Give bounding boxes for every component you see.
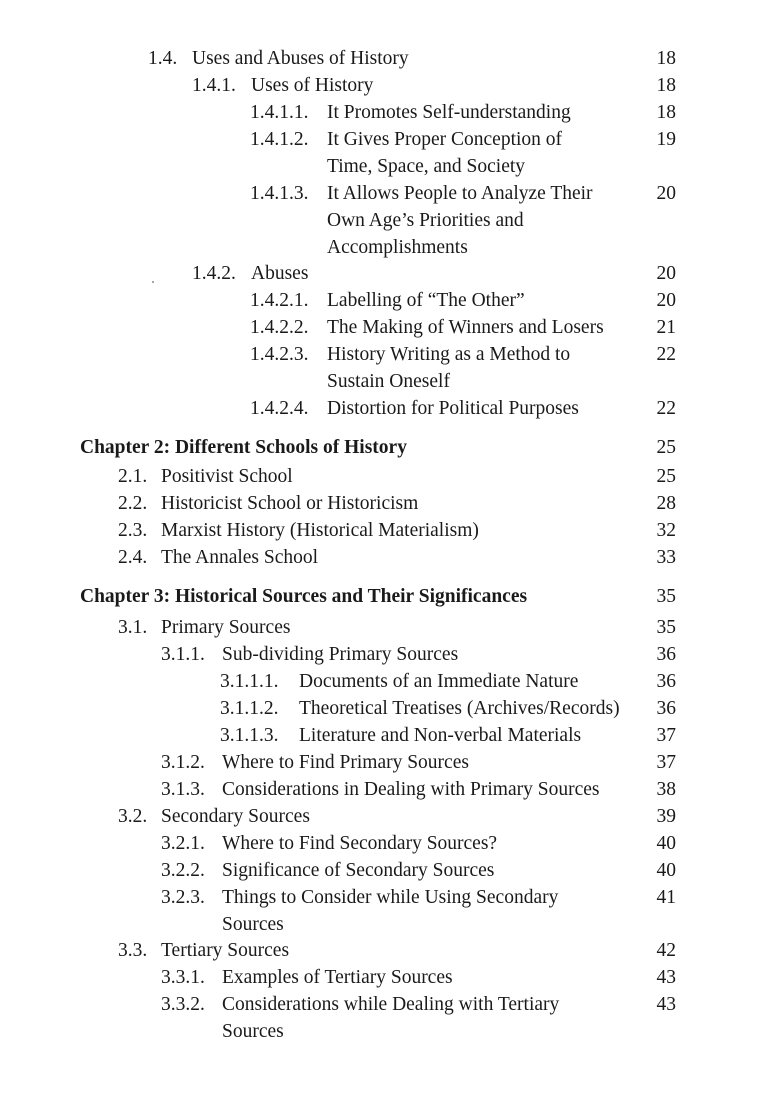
toc-entry: [0, 722, 780, 749]
toc-entry-title: It Promotes Self-understanding: [327, 102, 571, 123]
toc-entry: [0, 641, 780, 668]
toc-entry-number: 1.4.1.: [192, 75, 236, 96]
toc-entry-continuation: [0, 207, 780, 234]
toc-entry-number: 3.1.1.: [161, 644, 205, 665]
toc-entry-page: 35: [656, 617, 676, 638]
toc-entry-number: 1.4.2.2.: [250, 317, 309, 338]
toc-entry-page: 22: [656, 398, 676, 419]
toc-entry-title: Things to Consider while Using Secondary: [222, 887, 559, 908]
toc-entry-title: Uses of History: [251, 75, 374, 96]
toc-entry-page: 25: [656, 466, 676, 487]
toc-entry-title: Tertiary Sources: [161, 940, 290, 961]
toc-entry: [0, 884, 780, 911]
toc-entry-page: 41: [656, 887, 676, 908]
toc-entry: [0, 517, 780, 544]
toc-entry-number: 3.1.1.2.: [220, 698, 279, 719]
toc-entry-page: 37: [656, 752, 676, 773]
toc-entry-number: 3.3.1.: [161, 967, 205, 988]
toc-entry-title: Labelling of “The Other”: [327, 290, 525, 311]
toc-entry-page: 25: [656, 437, 676, 458]
toc-entry: [0, 72, 780, 99]
toc-entry-title: Abuses: [251, 263, 309, 284]
toc-entry-page: 36: [656, 671, 676, 692]
toc-entry-title: Theoretical Treatises (Archives/Records): [299, 698, 620, 719]
toc-entry-number: 1.4.2.: [192, 263, 236, 284]
toc-entry-page: 37: [656, 725, 676, 746]
toc-entry-page: 43: [656, 994, 676, 1015]
toc-entry-continuation: [0, 368, 780, 395]
toc-entry: [0, 937, 780, 964]
toc-entry-number: 3.3.: [118, 940, 148, 961]
toc-entry-title-cont: Sustain Oneself: [327, 371, 450, 392]
toc-entry-number: 3.1.2.: [161, 752, 205, 773]
toc-entry-number: 1.4.2.4.: [250, 398, 309, 419]
toc-entry: [0, 749, 780, 776]
toc-entry-page: 35: [656, 586, 676, 607]
toc-entry-title: Where to Find Secondary Sources?: [222, 833, 498, 854]
toc-entry: [0, 99, 780, 126]
toc-entry-page: 21: [656, 317, 676, 338]
toc-entry-title-cont: Accomplishments: [327, 237, 468, 258]
toc-entry-title: Documents of an Immediate Nature: [299, 671, 579, 692]
toc-entry: [0, 964, 780, 991]
toc-entry: [0, 341, 780, 368]
toc-entry: [0, 463, 780, 490]
toc-entry: [0, 857, 780, 884]
toc-entry-page: 20: [656, 290, 676, 311]
toc-entry-title: It Gives Proper Conception of: [327, 129, 563, 150]
toc-entry-number: 3.2.3.: [161, 887, 205, 908]
toc-entry-number: 2.2.: [118, 493, 148, 514]
toc-entry: [0, 287, 780, 314]
toc-entry-title: Considerations in Dealing with Primary Sources: [222, 779, 600, 800]
toc-entry: [0, 695, 780, 722]
toc-entry-number: 3.1.1.1.: [220, 671, 279, 692]
toc-entry-page: 39: [656, 806, 676, 827]
toc-entry: [0, 668, 780, 695]
toc-entry-title: Sub-dividing Primary Sources: [222, 644, 459, 665]
toc-entry-title: Significance of Secondary Sources: [222, 860, 495, 881]
toc-entry-continuation: [0, 911, 780, 938]
toc-entry-page: 40: [656, 860, 676, 881]
toc-entry-number: 3.2.2.: [161, 860, 205, 881]
toc-entry-title: The Making of Winners and Losers: [327, 317, 604, 338]
toc-entry-number: 1.4.2.3.: [250, 344, 309, 365]
toc-entry-number: 1.4.1.1.: [250, 102, 309, 123]
toc-entry: [0, 45, 780, 72]
toc-entry: [0, 395, 780, 422]
toc-entry-page: 28: [656, 493, 676, 514]
toc-entry-page: 38: [656, 779, 676, 800]
toc-entry-continuation: [0, 234, 780, 261]
toc-entry-page: 22: [656, 344, 676, 365]
toc-entry-number: 3.1.3.: [161, 779, 205, 800]
toc-entry-page: 20: [656, 263, 676, 284]
toc-entry-number: 1.4.2.1.: [250, 290, 309, 311]
toc-entry-number: 3.2.: [118, 806, 148, 827]
toc-entry-number: 3.3.2.: [161, 994, 205, 1015]
toc-entry-number: 2.1.: [118, 466, 148, 487]
toc-entry-page: 36: [656, 644, 676, 665]
toc-entry-page: 18: [656, 48, 676, 69]
toc-entry-number: 1.4.: [148, 48, 178, 69]
toc-entry-title: Distortion for Political Purposes: [327, 398, 579, 419]
toc-entry-page: 18: [656, 102, 676, 123]
toc-entry-number: 1.4.1.3.: [250, 183, 309, 204]
toc-entry-number: 3.2.1.: [161, 833, 205, 854]
toc-entry-number: 3.1.: [118, 617, 148, 638]
toc-entry-page: 19: [656, 129, 676, 150]
toc-chapter-heading: [0, 434, 780, 461]
toc-entry-page: 18: [656, 75, 676, 96]
toc-entry-title: Literature and Non-verbal Materials: [299, 725, 582, 746]
toc-entry-page: 36: [656, 698, 676, 719]
toc-entry-title: It Allows People to Analyze Their: [327, 183, 593, 204]
toc-entry-title: History Writing as a Method to: [327, 344, 571, 365]
toc-entry-title: Positivist School: [161, 466, 293, 487]
toc-entry: [0, 180, 780, 207]
toc-entry: [0, 260, 780, 287]
toc-entry-title-cont: Time, Space, and Society: [327, 156, 526, 177]
toc-entry-title-cont: Sources: [222, 914, 284, 935]
toc-entry: [0, 614, 780, 641]
toc-entry-continuation: [0, 1018, 780, 1045]
toc-entry-number: 3.1.1.3.: [220, 725, 279, 746]
toc-entry: [0, 544, 780, 571]
toc-entry-continuation: [0, 153, 780, 180]
toc-entry-title: Secondary Sources: [161, 806, 310, 827]
toc-chapter-heading: [0, 583, 780, 610]
toc-entry: [0, 490, 780, 517]
toc-entry-title-cont: Own Age’s Priorities and: [327, 210, 524, 231]
toc-entry-number: 2.4.: [118, 547, 148, 568]
toc-entry: [0, 776, 780, 803]
toc-entry-page: 42: [656, 940, 676, 961]
toc-entry: [0, 830, 780, 857]
toc-entry-title: Considerations while Dealing with Tertiary: [222, 994, 560, 1015]
toc-entry-number: 1.4.1.2.: [250, 129, 309, 150]
toc-entry-title: Examples of Tertiary Sources: [222, 967, 453, 988]
toc-entry-title: Where to Find Primary Sources: [222, 752, 469, 773]
toc-chapter-title: Chapter 2: Different Schools of History: [80, 437, 407, 458]
toc-entry: [0, 991, 780, 1018]
toc-entry-title: Marxist History (Historical Materialism): [161, 520, 479, 541]
toc-entry-title: Uses and Abuses of History: [192, 48, 409, 69]
toc-entry-page: 32: [656, 520, 676, 541]
toc-entry-page: 33: [656, 547, 676, 568]
toc-entry: [0, 803, 780, 830]
toc-entry-page: 40: [656, 833, 676, 854]
toc-entry: [0, 126, 780, 153]
toc-entry-page: 20: [656, 183, 676, 204]
toc-chapter-title: Chapter 3: Historical Sources and Their Significances: [80, 586, 528, 607]
toc-entry-number: 2.3.: [118, 520, 148, 541]
toc-entry-title: Historicist School or Historicism: [161, 493, 419, 514]
toc-entry-title: Primary Sources: [161, 617, 291, 638]
toc-entry-title: The Annales School: [161, 547, 319, 568]
toc-entry-title-cont: Sources: [222, 1021, 284, 1042]
toc-entry: [0, 314, 780, 341]
toc-entry-page: 43: [656, 967, 676, 988]
